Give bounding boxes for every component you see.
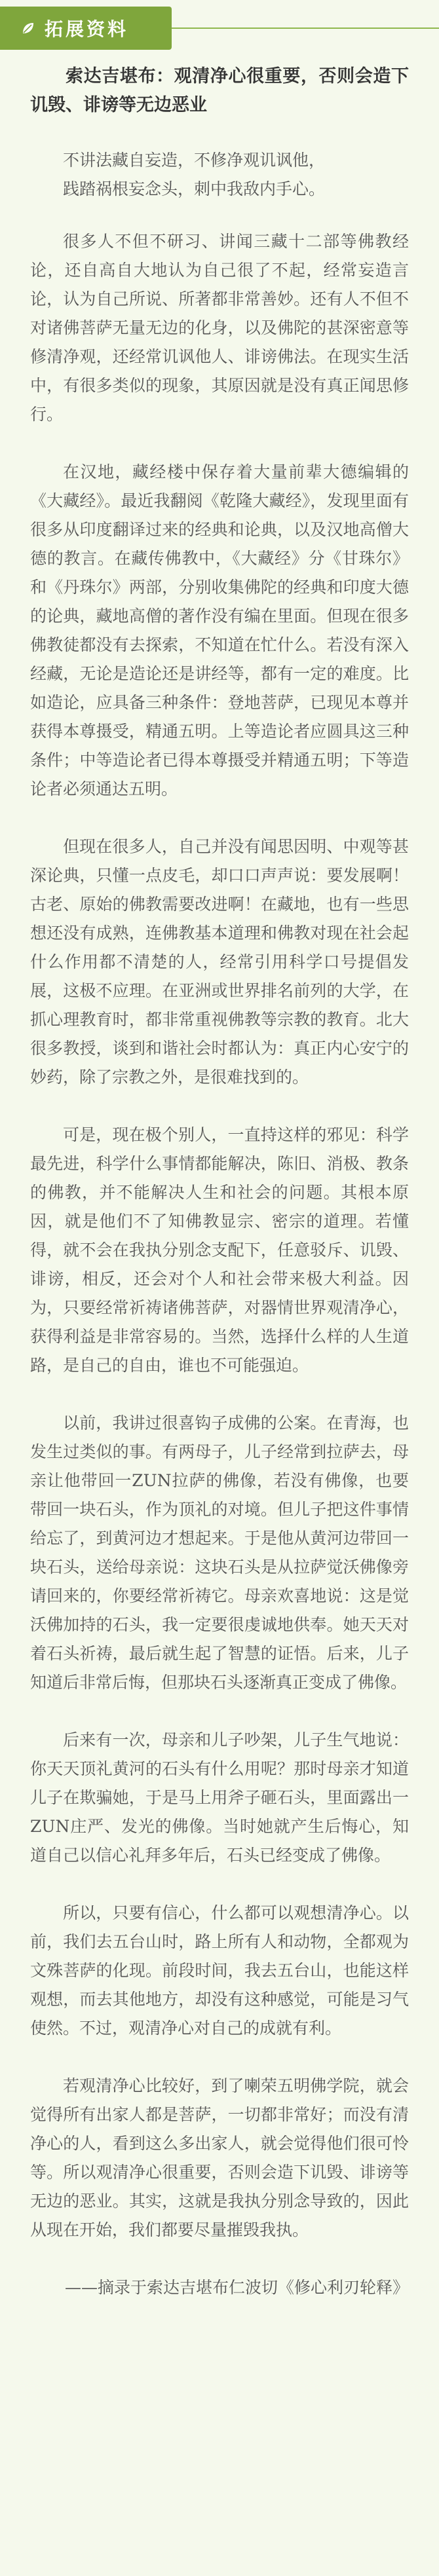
paragraph: 若观清净心比较好，到了喇荣五明佛学院，就会觉得所有出家人都是菩萨，一切都非常好；而没有清净心的人，看到这么多出家人，就会觉得他们很可怜等。所以观清净心很重要，否则会造下讥毁、诽谤等无边的恶业。其实，这就是我执分别念导致的，因此从现在开始，我们都要尽量摧毁我执。 bbox=[30, 2076, 409, 2239]
source-citation: ——摘录于索达吉堪布仁波切《修心利刃轮释》 bbox=[64, 2278, 409, 2297]
verse bbox=[30, 146, 409, 204]
paragraph: 但现在很多人，自己并没有闻思因明、中观等甚深论典，只懂一点皮毛，却口口声声说：要发展啊！古老、原始的佛教需要改进啊！在藏地，也有一些思想还没有成熟，连佛教基本道理和佛教对现在社会起什么作用都不清楚的人，经常引用科学口号提倡发展，这极不应理。在亚洲或世界排名前列的大学，在抓心理教育时，都非常重视佛教等宗教的教育。北大很多教授，谈到和谐社会时都认为：真正内心安宁的妙药，除了宗教之外，是很难找到的。 bbox=[30, 837, 409, 1087]
leaf-icon bbox=[21, 21, 35, 35]
header-divider bbox=[172, 28, 439, 29]
paragraph: 后来有一次，母亲和儿子吵架，儿子生气地说：你天天顶礼黄河的石头有什么用呢？那时母亲才知道儿子在欺骗她，于是马上用斧子砸石头，里面露出一ZUN庄严、发光的佛像。当时她就产生后悔心，知道自己以信心礼拜多年后，石头已经变成了佛像。 bbox=[30, 1730, 409, 1865]
article-body bbox=[30, 62, 409, 2302]
section-header bbox=[0, 7, 172, 50]
paragraph: 在汉地，藏经楼中保存着大量前辈大德编辑的《大藏经》。最近我翻阅《乾隆大藏经》，发现里面有很多从印度翻译过来的经典和论典，以及汉地高僧大德的教言。在藏传佛教中，《大藏经》分《甘珠尔》和《丹珠尔》两部，分别收集佛陀的经典和印度大德的论典，藏地高僧的著作没有编在里面。但现在很多佛教徒都没有去探索，不知道在忙什么。若没有深入经藏，无论是造论还是讲经等，都有一定的难度。比如造论，应具备三种条件：登地菩萨，已现见本尊并获得本尊摄受，精通五明。上等造论者应圆具这三种条件；中等造论者已得本尊摄受并精通五明；下等造论者必须通达五明。 bbox=[30, 462, 409, 798]
paragraph: 很多人不但不研习、讲闻三藏十二部等佛教经论，还自高自大地认为自己很了不起，经常妄造言论，认为自己所说、所著都非常善妙。还有人不但不对诸佛菩萨无量无边的化身，以及佛陀的甚深密意等修清净观，还经常讥讽他人、诽谤佛法。在现实生活中，有很多类似的现象，其原因就是没有真正闻思修行。 bbox=[30, 232, 409, 424]
verse-line: 践踏祸根妄念头，刺中我敌内手心。 bbox=[63, 179, 326, 198]
paragraph: 所以，只要有信心，什么都可以观想清净心。以前，我们去五台山时，路上所有人和动物，全都观为文殊菩萨的化现。前段时间，我去五台山，也能这样观想，而去其他地方，却没有这种感觉，可能是习气使然。不过，观清净心对自己的成就有利。 bbox=[30, 1903, 409, 2038]
paragraph: 可是，现在极个别人，一直持这样的邪见：科学最先进，科学什么事情都能解决，陈旧、消极、教条的佛教，并不能解决人生和社会的问题。其根本原因，就是他们不了知佛教显宗、密宗的道理。若懂得，就不会在我执分别念支配下，任意驳斥、讥毁、诽谤，相反，还会对个人和社会带来极大利益。因为，只要经常祈祷诸佛菩萨，对器情世界观清净心，获得利益是非常容易的。当然，选择什么样的人生道路，是自己的自由，谁也不可能强迫。 bbox=[30, 1125, 409, 1375]
verse-line: 不讲法藏自妄造，不修净观讥讽他， bbox=[63, 151, 326, 170]
paragraph: 以前，我讲过很喜钩子成佛的公案。在青海，也发生过类似的事。有两母子，儿子经常到拉萨去，母亲让他带回一ZUN拉萨的佛像，若没有佛像，也要带回一块石头，作为顶礼的对境。但儿子把这件事情给忘了，到黄河边才想起来。于是他从黄河边带回一块石头，送给母亲说：这块石头是从拉萨觉沃佛像旁请回来的，你要经常祈祷它。母亲欢喜地说：这是觉沃佛加持的石头，我一定要很虔诚地供奉。她天天对着石头祈祷，最后就生起了智慧的证悟。后来，儿子知道后非常后悔，但那块石头逐渐真正变成了佛像。 bbox=[30, 1413, 409, 1692]
article-title: 索达吉堪布：观清净心很重要，否则会造下讥毁、诽谤等无边恶业 bbox=[30, 66, 409, 115]
section-title: 拓展资料 bbox=[45, 18, 129, 40]
